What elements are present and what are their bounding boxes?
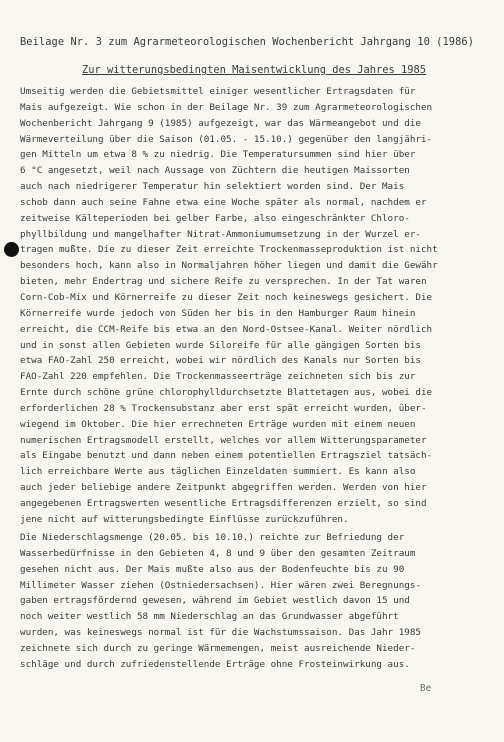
document-header: Beilage Nr. 3 zum Agrarmeteorologischen Wochenbericht Jahrgang 10 (1986) [20, 36, 475, 48]
text-line: tragen mußte. Die zu dieser Zeit erreichte Trockenmasseproduktion ist nicht [20, 244, 438, 256]
text-line: schläge und durch zufriedenstellende Erträge ohne Frosteinwirkung aus. [20, 658, 410, 670]
text-line: Wochenbericht Jahrgang 9 (1985) aufgezeigt, war das Wärmeangebot und die [20, 117, 421, 129]
text-line: gaben ertragsfördernd gewesen, während im Gebiet westlich davon 15 und [20, 595, 410, 607]
text-line: Umseitig werden die Gebietsmittel einiger wesentlicher Ertragsdaten für [20, 86, 416, 97]
text-line: Millimeter Wasser ziehen (Ostniedersachsen). Hier wären zwei Beregnungs- [20, 579, 421, 591]
paragraph-2 [20, 530, 490, 673]
text-line: Ernte durch schöne grüne chlorophylldurchsetzte Blattetagen aus, wobei die [20, 387, 433, 399]
text-line: FAO-Zahl 220 empfehlen. Die Trockenmasseerträge zeichneten sich bis zur [20, 371, 416, 383]
text-line: Die Niederschlagsmenge (20.05. bis 10.10.) reichte zur Befriedung der [20, 532, 405, 543]
text-line: erforderlichen 28 % Trockensubstanz aber erst spät erreicht wurden, über- [20, 402, 427, 414]
text-line: zeichnete sich durch zu geringe Wärmemengen, meist ausreichende Nieder- [20, 642, 416, 654]
text-line: erreicht, die CCM-Reife bis etwa an den Nord-Ostsee-Kanal. Weiter nördlich [20, 323, 433, 335]
text-line: wiegend im Oktober. Die hier errechneten Erträge wurden mit einem neuen [20, 418, 416, 430]
text-line: und in sonst allen Gebieten wurde Siloreife für alle gängigen Sorten bis [20, 339, 421, 351]
text-line: numerischen Ertragsmodell erstellt, welches vor allem Witterungsparameter [20, 434, 427, 446]
text-line: als Eingabe benutzt und dann neben einem potentiellen Ertragsziel tatsäch- [20, 450, 433, 462]
text-line: 6 °C angesetzt, weil nach Aussage von Züchtern die heutigen Maissorten [20, 165, 410, 177]
text-line: schob dann auch seine Fahne etwa eine Woche später als normal, nachdem er [20, 196, 427, 208]
page-footer-note: Be [420, 683, 432, 694]
text-line: jene nicht auf witterungsbedingte Einflüsse zurückzuführen. [20, 513, 349, 525]
paragraph-1 [20, 84, 490, 528]
document-title: Zur witterungsbedingten Maisentwicklung des Jahres 1985 [82, 64, 427, 76]
text-line: Corn-Cob-Mix und Körnerreife zu dieser Zeit noch keineswegs gesichert. Die [20, 291, 433, 303]
text-line: lich erreichbare Werte aus täglichen Einzeldaten summiert. Es kann also [20, 466, 416, 478]
text-line: phyllbildung und mangelhafter Nitrat-Ammoniumumsetzung in der Wurzel er- [20, 228, 421, 240]
text-line: angegebenen Ertragswerten wesentliche Ertragsdifferenzen erzielt, so sind [20, 497, 427, 509]
text-line: Wärmeverteilung über die Saison (01.05. - 15.10.) gegenüber den langjähri- [20, 133, 433, 145]
text-line: auch jeder beliebige andere Zeitpunkt abgegriffen werden. Werden von hier [20, 482, 427, 494]
text-line: zeitweise Kälteperioden bei gelber Farbe, also eingeschränkter Chloro- [20, 212, 410, 224]
text-line: etwa FAO-Zahl 250 erreicht, wobei wir nördlich des Kanals nur Sorten bis [20, 355, 421, 367]
text-line: gesehen nicht aus. Der Mais mußte also aus der Bodenfeuchte bis zu 90 [20, 563, 405, 575]
text-line: bieten, mehr Endertrag und sichere Reife zu versprechen. In der Tat waren [20, 276, 427, 288]
text-line: besonders hoch, kann also in Normaljahren höher liegen und damit die Gewähr [20, 260, 438, 272]
text-line: auch nach niedrigerer Temperatur hin selektiert worden sind. Der Mais [20, 181, 405, 193]
text-line: noch weiter westlich 58 mm Niederschlag an das Grundwasser abgeführt [20, 611, 399, 623]
text-line: wurden, was keineswegs normal ist für die Wachstumssaison. Das Jahr 1985 [20, 627, 421, 639]
text-line: gen Mitteln um etwa 8 % zu niedrig. Die Temperatursummen sind hier über [20, 149, 416, 161]
text-line: Wasserbedürfnisse in den Gebieten 4, 8 und 9 über den gesamten Zeitraum [20, 547, 416, 559]
text-line: Körnerreife wurde jedoch von Süden her bis in den Hamburger Raum hinein [20, 307, 416, 319]
punch-hole [4, 242, 19, 257]
text-line: Mais aufgezeigt. Wie schon in der Beilage Nr. 39 zum Agrarmeteorologischen [20, 101, 433, 113]
